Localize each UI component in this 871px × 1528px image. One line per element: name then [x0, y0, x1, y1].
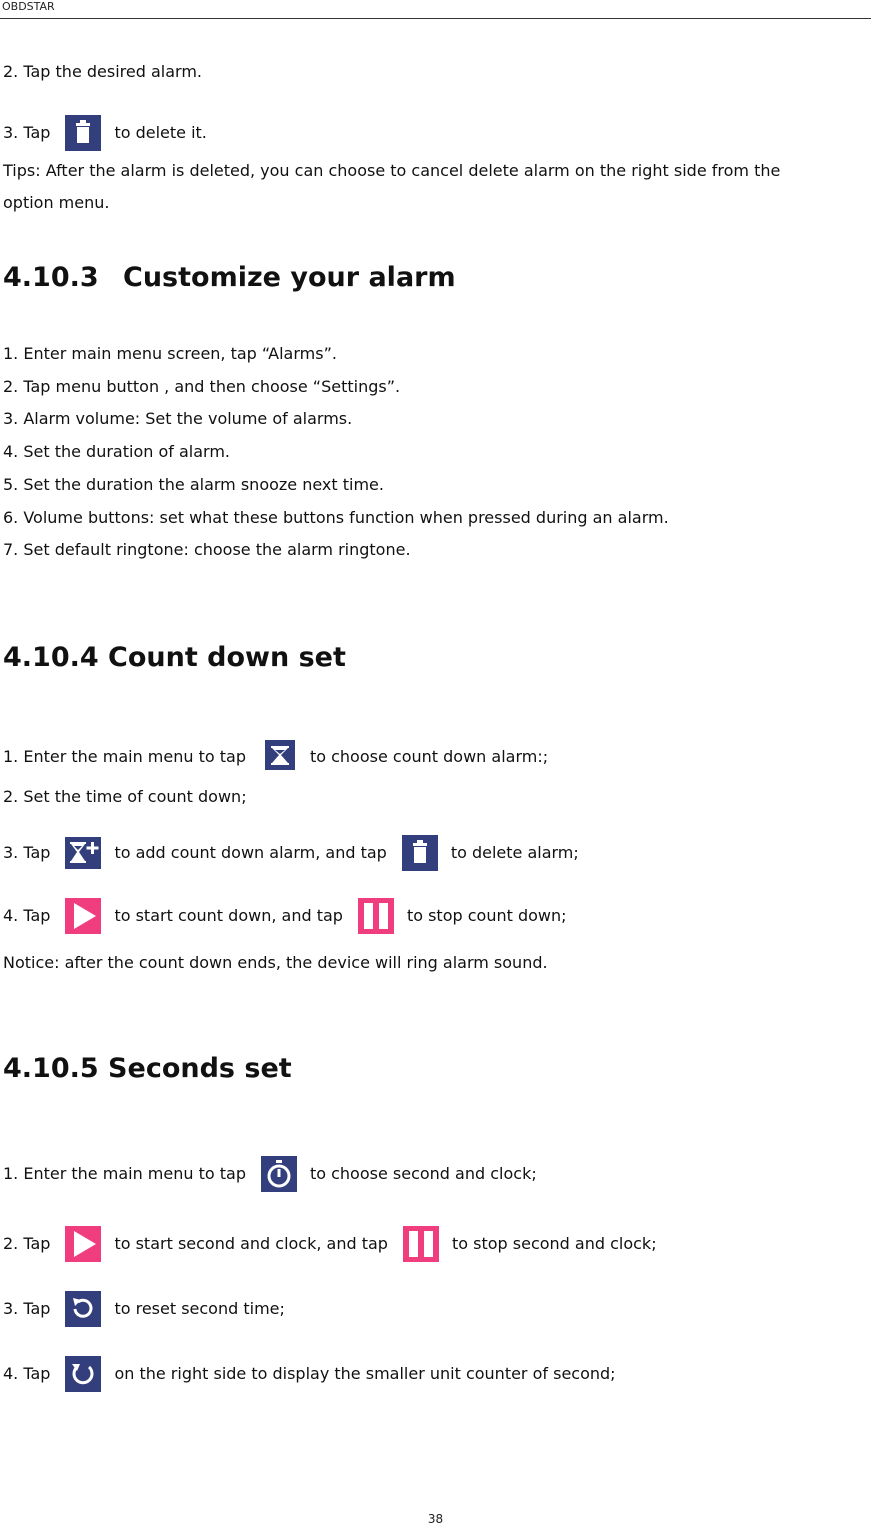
- add-timer-icon: [64, 834, 102, 872]
- stopwatch-icon: [260, 1155, 298, 1193]
- customize-step-6: 6. Volume buttons: set what these buttons function when pressed during an alarm.: [3, 508, 669, 527]
- pause-icon: [357, 897, 395, 935]
- step-label: 3. Tap: [3, 123, 51, 142]
- step-text: to reset second time;: [114, 1299, 285, 1318]
- customize-step-2: 2. Tap menu button , and then choose “Settings”.: [3, 377, 401, 396]
- tips-line-2: option menu.: [3, 193, 110, 212]
- step-label: 3. Tap: [3, 1299, 51, 1318]
- step-label: 3. Tap: [3, 843, 51, 862]
- header-divider: [0, 18, 871, 19]
- lap-icon: [64, 1355, 102, 1393]
- customize-step-5: 5. Set the duration the alarm snooze next time.: [3, 475, 384, 494]
- seconds-step-3: [3, 1290, 285, 1328]
- step-label: 1. Enter the main menu to tap: [3, 747, 246, 766]
- countdown-step-3: [3, 834, 579, 872]
- step-text: to choose count down alarm:;: [309, 747, 549, 766]
- customize-step-3: 3. Alarm volume: Set the volume of alarms.: [3, 409, 353, 428]
- customize-step-1: 1. Enter main menu screen, tap “Alarms”.: [3, 344, 337, 363]
- intro-step-2: 2. Tap the desired alarm.: [3, 62, 202, 81]
- step-text: to start second and clock, and tap: [114, 1234, 388, 1253]
- customize-step-4: 4. Set the duration of alarm.: [3, 442, 230, 461]
- tips-line-1: Tips: After the alarm is deleted, you can choose to cancel delete alarm on the right side from the: [3, 161, 781, 180]
- intro-step-3: [3, 114, 207, 152]
- step-label: 1. Enter the main menu to tap: [3, 1164, 246, 1183]
- countdown-notice: Notice: after the count down ends, the device will ring alarm sound.: [3, 953, 548, 972]
- seconds-step-2: [3, 1225, 657, 1263]
- seconds-step-1: [3, 1155, 537, 1193]
- trash-icon: [401, 834, 439, 872]
- section-number: 4.10.3: [3, 262, 99, 293]
- step-label: 2. Tap: [3, 1234, 51, 1253]
- step-text: to delete it.: [114, 123, 207, 142]
- play-icon: [64, 1225, 102, 1263]
- step-text: to stop second and clock;: [451, 1234, 657, 1253]
- countdown-step-2: 2. Set the time of count down;: [3, 787, 247, 806]
- section-heading-4-10-4: 4.10.4 Count down set: [3, 642, 346, 673]
- step-text: to start count down, and tap: [114, 906, 343, 925]
- page-number: 38: [427, 1512, 444, 1526]
- section-heading-4-10-5: 4.10.5 Seconds set: [3, 1053, 292, 1084]
- pause-icon: [402, 1225, 440, 1263]
- reset-icon: [64, 1290, 102, 1328]
- hourglass-icon: [260, 738, 298, 776]
- play-icon: [64, 897, 102, 935]
- step-text: to choose second and clock;: [309, 1164, 537, 1183]
- countdown-step-1: [3, 738, 548, 776]
- step-label: 4. Tap: [3, 1364, 51, 1383]
- step-text: to add count down alarm, and tap: [114, 843, 387, 862]
- customize-step-7: 7. Set default ringtone: choose the alarm ringtone.: [3, 540, 411, 559]
- trash-icon: [64, 114, 102, 152]
- seconds-step-4: [3, 1355, 616, 1393]
- step-text: to delete alarm;: [450, 843, 579, 862]
- section-heading-4-10-3: [3, 262, 456, 293]
- document-header: OBDSTAR: [2, 0, 55, 13]
- step-text: on the right side to display the smaller unit counter of second;: [114, 1364, 616, 1383]
- step-label: 4. Tap: [3, 906, 51, 925]
- countdown-step-4: [3, 897, 567, 935]
- step-text: to stop count down;: [406, 906, 567, 925]
- section-title: Customize your alarm: [123, 262, 456, 293]
